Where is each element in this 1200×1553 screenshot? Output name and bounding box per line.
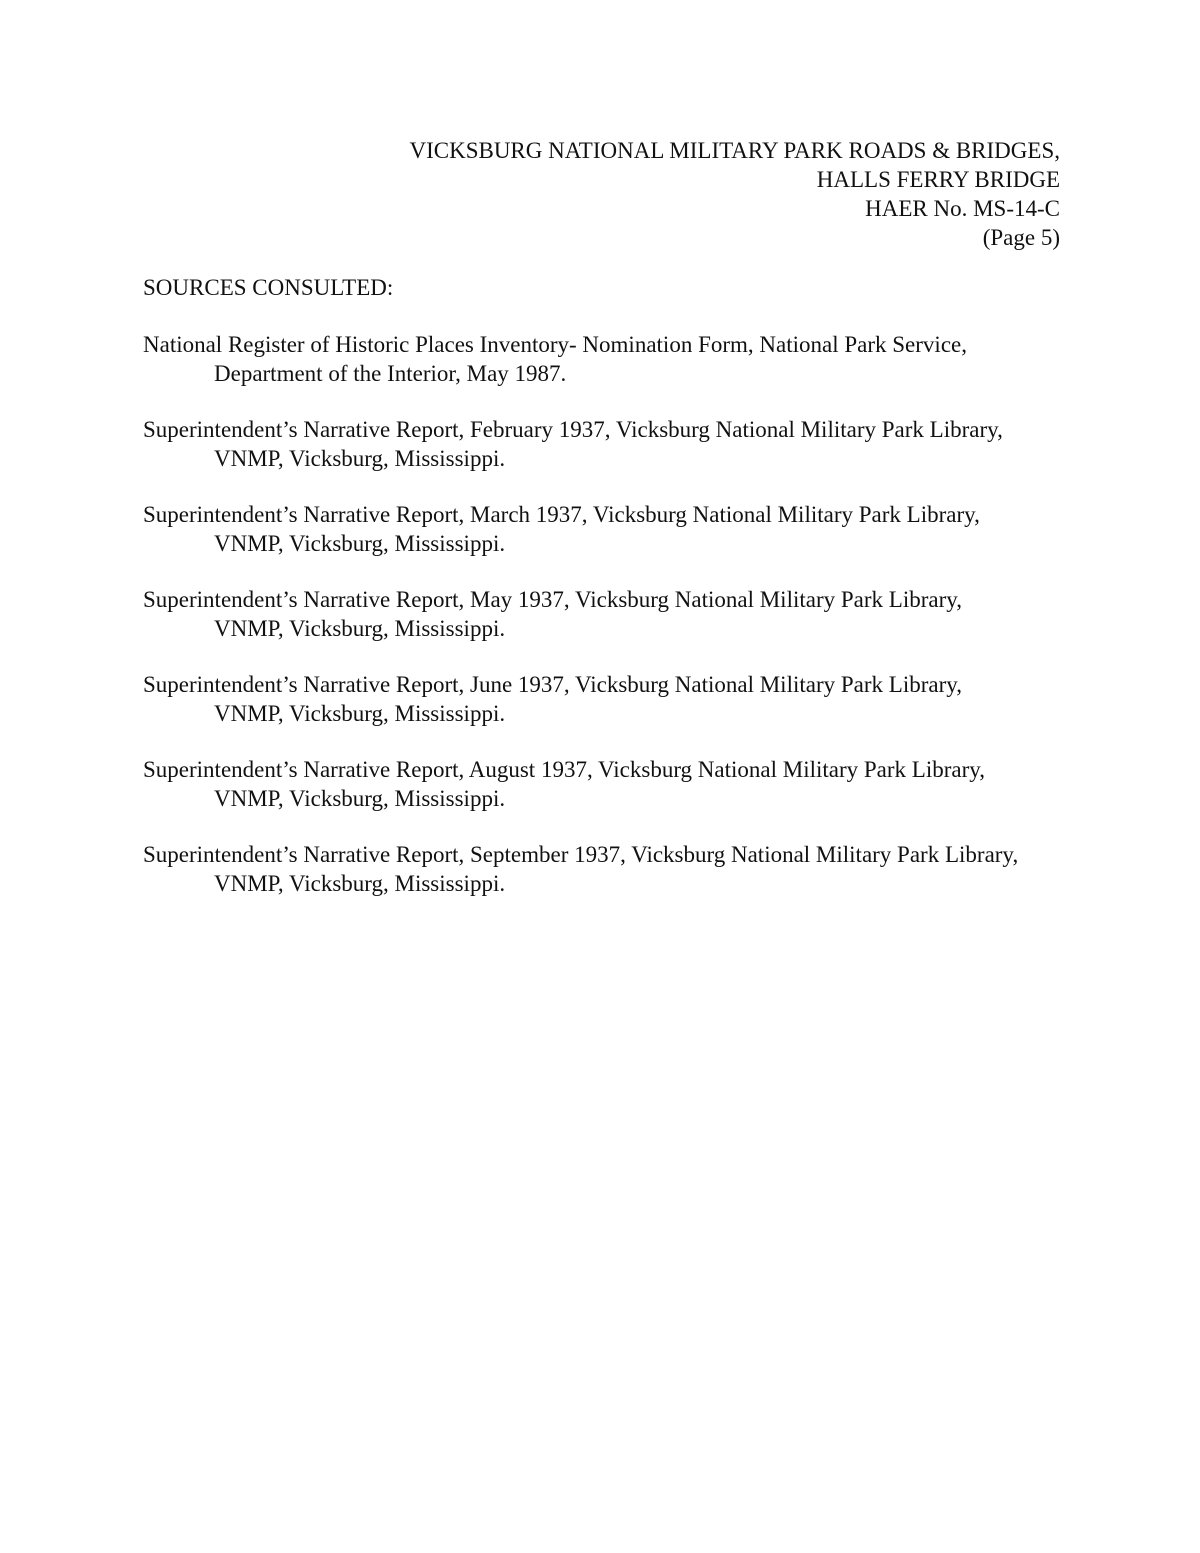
source-entry-line: Superintendent’s Narrative Report, August 1937, Vicksburg National Military Park Library,: [143, 757, 986, 782]
header-haer-number: HAER No. MS-14-C: [865, 196, 1060, 221]
header-title-line: VICKSBURG NATIONAL MILITARY PARK ROADS & BRIDGES,: [409, 138, 1060, 163]
source-entry-continuation: VNMP, Vicksburg, Mississippi.: [214, 616, 506, 641]
source-entry: [143, 585, 1073, 670]
source-entry-line: Superintendent’s Narrative Report, March 1937, Vicksburg National Military Park Library,: [143, 502, 980, 527]
source-entry-line: Superintendent’s Narrative Report, June 1937, Vicksburg National Military Park Library,: [143, 672, 962, 697]
header-page-number: (Page 5): [982, 225, 1060, 250]
source-entry-continuation: VNMP, Vicksburg, Mississippi.: [214, 871, 506, 896]
source-entry-continuation: VNMP, Vicksburg, Mississippi.: [214, 786, 506, 811]
source-entry-continuation: VNMP, Vicksburg, Mississippi.: [214, 446, 506, 471]
source-entry-line: Superintendent’s Narrative Report, May 1937, Vicksburg National Military Park Library,: [143, 587, 962, 612]
header-bridge-name: HALLS FERRY BRIDGE: [816, 167, 1060, 192]
source-entry-continuation: VNMP, Vicksburg, Mississippi.: [214, 531, 506, 556]
source-entry-continuation: Department of the Interior, May 1987.: [214, 361, 567, 386]
source-entry-line: Superintendent’s Narrative Report, February 1937, Vicksburg National Military Park Library,: [143, 417, 1003, 442]
sources-list: [143, 330, 1073, 925]
source-entry-line: National Register of Historic Places Inventory- Nomination Form, National Park Service,: [143, 332, 967, 357]
source-entry: [143, 415, 1073, 500]
source-entry: [143, 330, 1073, 415]
source-entry-line: Superintendent’s Narrative Report, September 1937, Vicksburg National Military Park Library,: [143, 842, 1019, 867]
source-entry-continuation: VNMP, Vicksburg, Mississippi.: [214, 701, 506, 726]
source-entry: [143, 500, 1073, 585]
source-entry: [143, 840, 1073, 925]
source-entry: [143, 670, 1073, 755]
document-header: [300, 136, 1060, 252]
section-title: SOURCES CONSULTED:: [143, 275, 394, 300]
source-entry: [143, 755, 1073, 840]
